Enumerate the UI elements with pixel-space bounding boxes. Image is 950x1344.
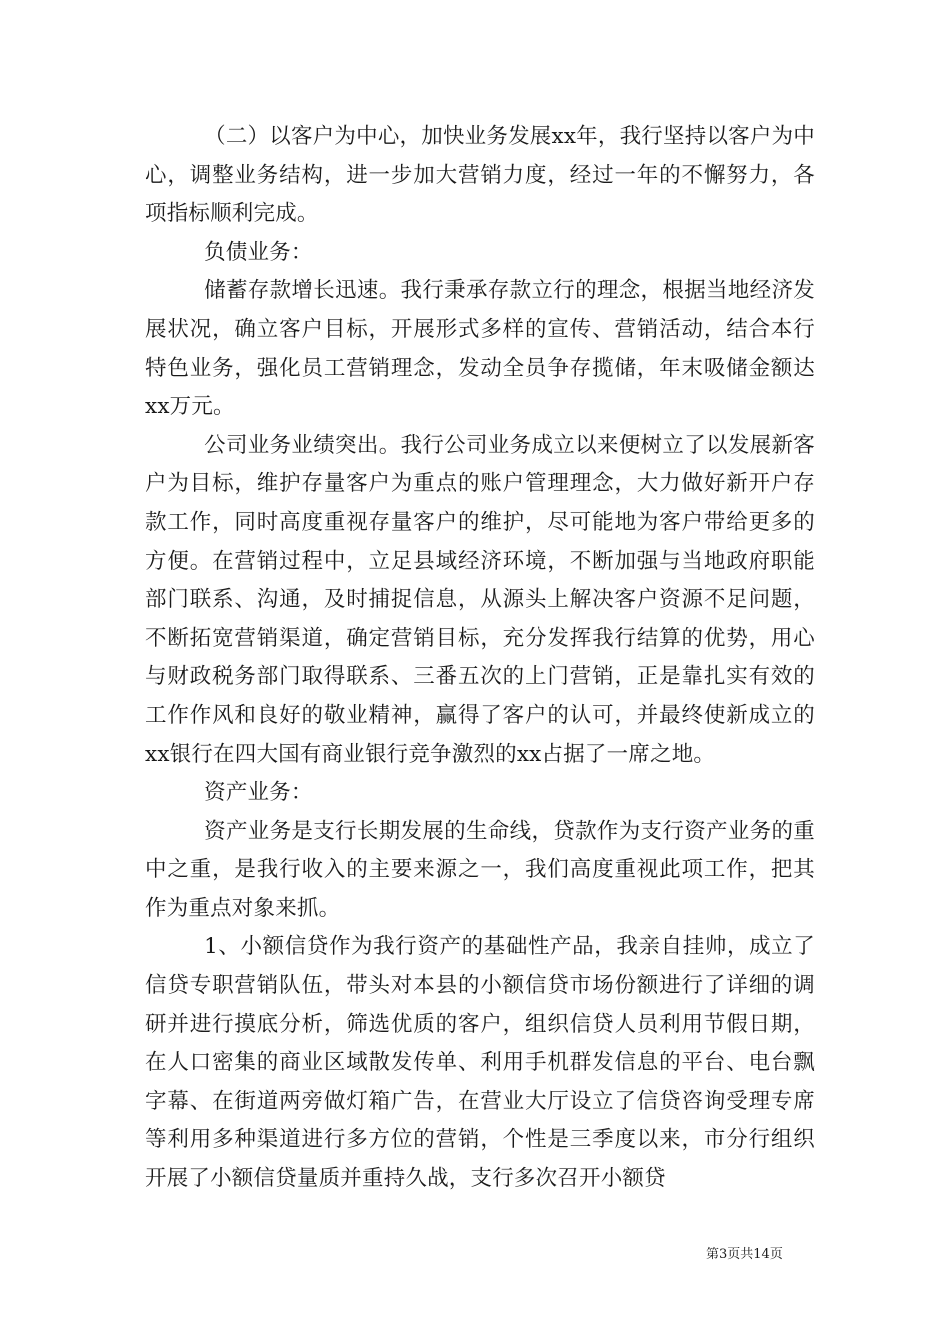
heading-liability-business: 负债业务： [204,239,313,265]
document-body [145,118,815,1199]
paragraph-asset-business-intro: 资产业务是支行长期发展的生命线，贷款作为支行资产业务的重中之重，是我行收入的主要来源之一，我们高度重视此项工作，把其作为重点对象来抓。 [145,818,815,921]
page-number: 第3页共14页 [706,1247,783,1262]
paragraph-section-two-intro: （二）以客户为中心，加快业务发展xx年，我行坚持以客户为中心，调整业务结构，进一步加大营销力度，经过一年的不懈努力，各项指标顺利完成。 [145,124,815,227]
paragraph-corporate-business: 公司业务业绩突出。我行公司业务成立以来便树立了以发展新客户为目标，维护存量客户为重点的账户管理理念，大力做好新开户存款工作，同时高度重视存量客户的维护，尽可能地为客户带给更多的方便。在营销过程中，立足县域经济环境，不断加强与当地政府职能部门联系、沟通，及时捕捉信息，从源头上解决客户资源不足问题，不断拓宽营销渠道，确定营销目标，充分发挥我行结算的优势，用心与财政税务部门取得联系、三番五次的上门营销，正是靠扎实有效的工作作风和良好的敬业精神，赢得了客户的认可，并最终使新成立的xx银行在四大国有商业银行竞争激烈的xx占据了一席之地。 [145,432,815,767]
paragraph-microcredit: 1、小额信贷作为我行资产的基础性产品，我亲自挂帅，成立了信贷专职营销队伍，带头对本县的小额信贷市场份额进行了详细的调研并进行摸底分析，筛选优质的客户，组织信贷人员利用节假日期，在人口密集的商业区域散发传单、利用手机群发信息的平台、电台飘字幕、在街道两旁做灯箱广告，在营业大厅设立了信贷咨询受理专席等利用多种渠道进行多方位的营销，个性是三季度以来，市分行组织开展了小额信贷量质并重持久战，支行多次召开小额贷 [145,934,815,1192]
heading-asset-business: 资产业务： [204,780,313,806]
paragraph-savings-deposits: 储蓄存款增长迅速。我行秉承存款立行的理念，根据当地经济发展状况，确立客户目标，开展形式多样的宣传、营销活动，结合本行特色业务，强化员工营销理念，发动全员争存揽储，年末吸储金额达xx万元。 [145,278,815,420]
